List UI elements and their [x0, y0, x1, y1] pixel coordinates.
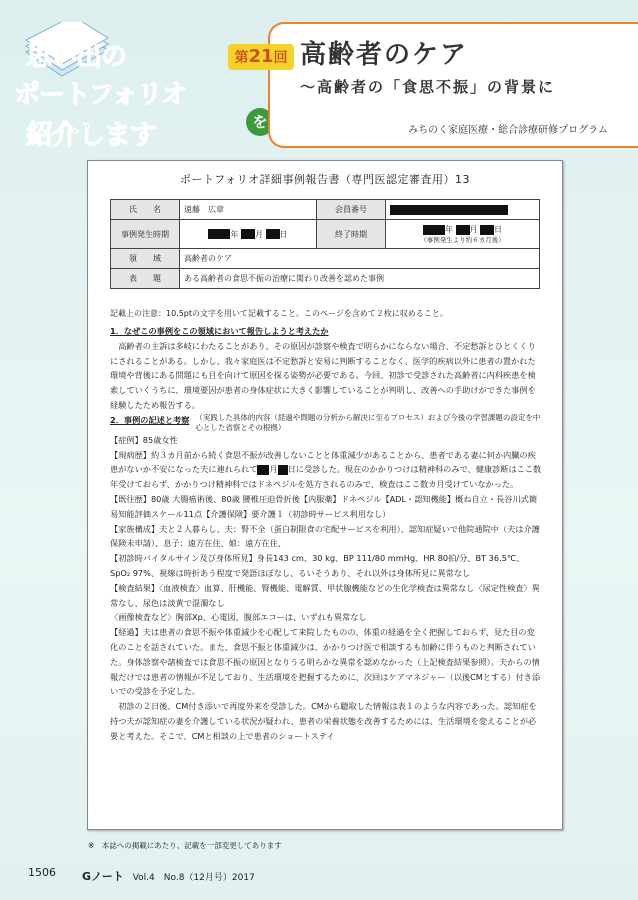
section-1-heading: 1．なぜこの事例をこの領域において報告しようと考えたか — [110, 326, 329, 336]
footnote: ※ 本誌への掲載にあたり、記載を一部変更してあります — [88, 841, 282, 850]
section-2-note: （実践した具体的内容（経過や問題の分析から解決に至るプロセス）および今後の学習課題の設定を中心とした省察とその根拠） — [195, 412, 541, 432]
member-value — [386, 200, 540, 220]
section-2-heading-row — [110, 413, 542, 433]
vitals-text: 【初診時バイタルサイン及び身体所見】身長143 cm、30 kg、BP 111/80 mmHg、HR 80拍/分、BT 36.5℃、SpO₂ 97%、視線は時折あう程度で発語ほぼなし、るいそうあり、それ以外は身体所見に異常なし — [110, 553, 525, 578]
section-1-text: 高齢者の主訴は多岐にわたることがあり、その原因が診察や検査で明らかにならない場合、不定愁訴とひとくくりにされることがある。しかし、我々家庭医は不定愁訴と安易に判断することなく、医学的疾病以外に患者の置かれた環境や背後にある問題にも目を向けて原因を探る姿勢が必要である。今回、初診で受診された高齢者に内科疾患を検索していくうちに、環境要因が患者の身体症状に大きく影響していることが判明し、改善への手助けができた事例を経験したため報告する。 — [110, 340, 536, 410]
series-line-1: 思い出の — [26, 42, 127, 72]
journal-info: Gノート Vol.4 No.8（12月号）2017 — [82, 870, 255, 883]
report-form-table — [110, 199, 540, 289]
lab-text-2: 〈画像検査など〉胸部Xp、心電図、腹部エコーは、いずれも異常なし — [110, 612, 367, 623]
page-subtitle: 〜高齢者の「食思不振」の背景に — [300, 78, 556, 96]
hpi-text: 【現病歴】約３カ月前から続く食思不振が改善しないことと体重減少があることから、患者である妻に何か内臓の疾患がないか不安になった夫に連れられて 月 日に受診した。現在のかかりつけは精神科のみで、健康診断はここ数年受けておらず、かかりつけ精神科ではドネペジルを処方されるのみで、検査はここ数カ月受けていなかった。 — [110, 449, 542, 490]
member-label: 会員番号 — [317, 200, 386, 220]
report-body — [110, 324, 542, 744]
end-value: 年 月 日 （事例発生より約６カ月後） — [386, 220, 540, 249]
redaction-bar — [390, 205, 508, 215]
end-note: （事例発生より約６カ月後） — [420, 236, 505, 244]
end-label: 終了時期 — [317, 220, 386, 249]
family-text: 【家族構成】夫と２人暮らし、夫：腎不全（蛋白制限食の宅配サービスを利用）、認知症疑いで他院通院中（夫は介護保険未申請）、息子：遠方在住、娘：遠方在住、 — [110, 523, 540, 549]
name-value: 遠藤 広章 — [180, 200, 317, 220]
writing-note: 記載上の注意：10.5ptの文字を用いて記載すること。このページを含めて２枚に収めること。 — [110, 309, 448, 318]
lab-text-1: 【検査結果】〈血液検査〉血算、肝機能、腎機能、電解質、甲状腺機能などの生化学検査は異常なし〈尿定性検査〉異常なし、尿色は淡黄で混濁なし — [110, 582, 540, 608]
series-logo — [8, 18, 278, 151]
subject-value: ある高齢者の食思不振の治療に関わり改善を認めた事例 — [180, 269, 540, 289]
series-line-2: ポートフォリオ — [14, 80, 187, 110]
date-value: 年 月 日 — [180, 220, 317, 249]
course-text-1: 【経過】夫は患者の食思不振や体重減少を心配して来院したものの、体重の経過を全く把握しておらず、見た目の変化のことを話されていた。また、食思不振と体重減少は、かかりつけ医で相談するも加齢に伴うものと判断されていた。身体診察や諸検査では食思不振の原因となりうる明らかな異常を認めなかった（上記検査結果参照）。夫からの情報だけでは患者の情報が不足しており、生活環境を把握するために、次回はケアマネジャー（以後CMとする）付き添いでの受診を予定した。 — [110, 627, 541, 697]
series-line-3: 紹介します — [26, 120, 156, 151]
course-text-2: 初診の２日後、CM付き添いで再度外来を受診した。CMから聴取した情報は表１のような内容であった。認知症を持つ夫が認知症の妻を介護している状況が疑われ、患者の栄養状態を改善するためには、生活環境を変えることが必要と考えた。そこで、CMと相談の上で患者のショートステイ — [110, 701, 537, 741]
date-label: 事例発生時期 — [111, 220, 180, 249]
subject-label: 表 題 — [111, 269, 180, 289]
series-wo-badge: を — [246, 108, 274, 136]
report-document — [87, 160, 563, 830]
section-2-heading: 2．事例の記述と考察 — [110, 414, 190, 425]
page-title: 高齢者のケア — [300, 40, 469, 70]
domain-value: 高齢者のケア — [180, 249, 540, 269]
program-name: みちのく家庭医療・総合診療研修プログラム — [408, 125, 608, 136]
page-number: 1506 — [28, 866, 56, 879]
domain-label: 領 域 — [111, 249, 180, 269]
report-title: ポートフォリオ詳細事例報告書（専門医認定審査用）13 — [179, 173, 470, 186]
case-line: 【症例】85歳女性 — [110, 434, 178, 445]
name-label: 氏 名 — [111, 200, 180, 220]
pmh-text: 【既往歴】80歳 大腸癌術後、80歳 腰椎圧迫骨折後【内服薬】ドネペジル【ADL・認知機能】概ね自立・長谷川式簡易知能評価スケール11点【介護保険】要介護１（初診時サービス利用なし） — [110, 493, 538, 519]
episode-badge: 第21回 — [228, 44, 294, 70]
